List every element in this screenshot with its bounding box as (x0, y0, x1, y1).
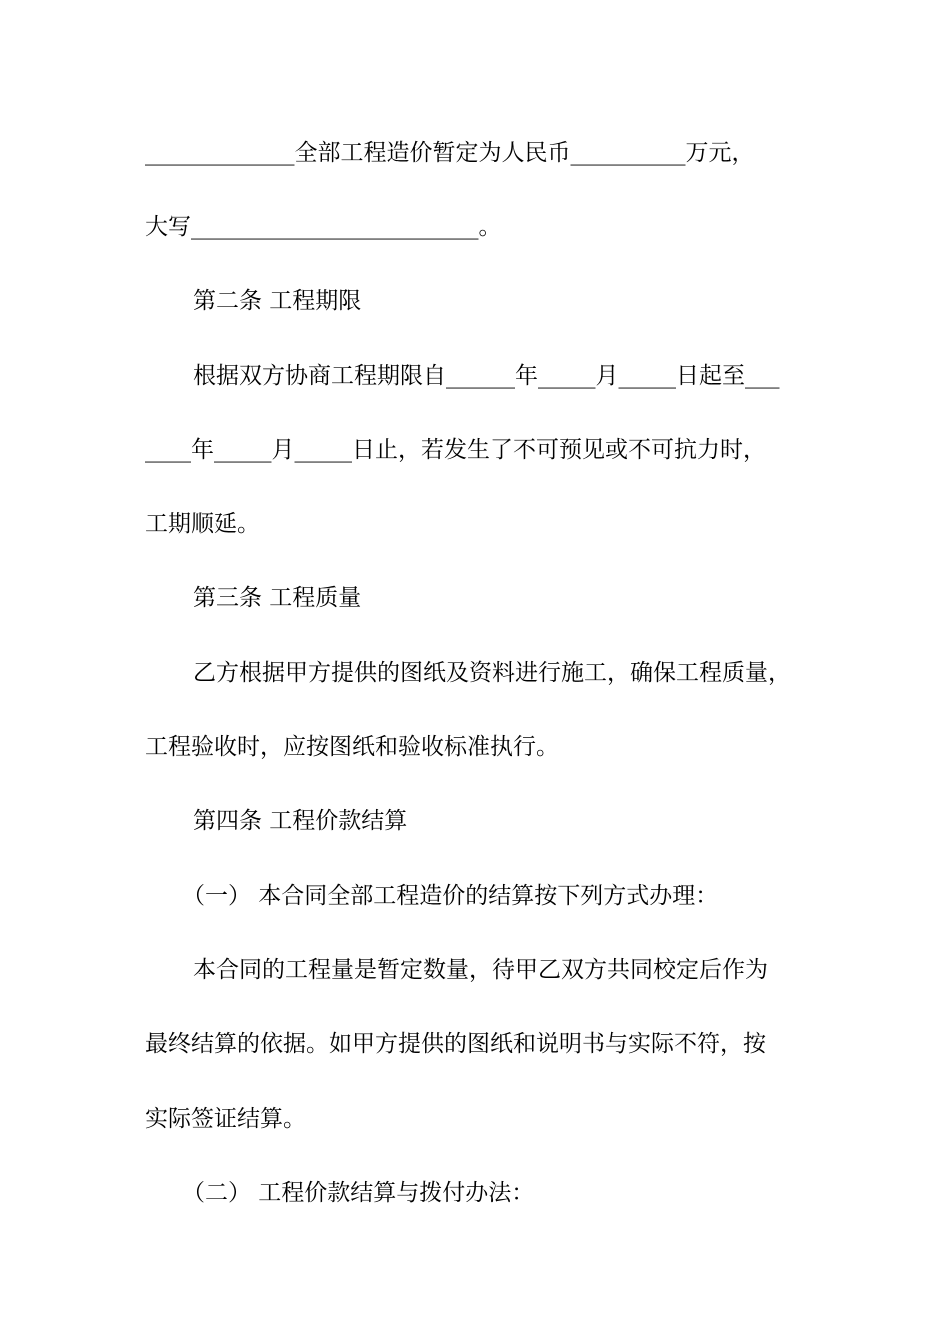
paragraph-line: 工期顺延。 (145, 511, 260, 537)
paragraph-line: _____________全部工程造价暂定为人民币__________万元， (145, 140, 755, 166)
paragraph-line: 根据双方协商工程期限自______年_____月_____日起至___ (193, 363, 780, 389)
subsection-heading: （二） 工程价款结算与拨付办法： (182, 1180, 535, 1206)
paragraph-line: ____年_____月_____日止，若发生了不可预见或不可抗力时， (145, 437, 766, 463)
section-heading: 第四条 工程价款结算 (193, 808, 408, 834)
section-heading: 第三条 工程质量 (193, 585, 362, 611)
paragraph-line: 最终结算的依据。如甲方提供的图纸和说明书与实际不符，按 (145, 1031, 766, 1057)
section-heading: 第二条 工程期限 (193, 288, 362, 314)
paragraph-line: 实际签证结算。 (145, 1106, 306, 1132)
paragraph-line: 本合同的工程量是暂定数量，待甲乙双方共同校定后作为 (193, 957, 768, 983)
paragraph-line: 乙方根据甲方提供的图纸及资料进行施工，确保工程质量， (193, 660, 791, 686)
paragraph-line: 工程验收时，应按图纸和验收标准执行。 (145, 734, 559, 760)
subsection-heading: （一） 本合同全部工程造价的结算按下列方式办理： (182, 883, 719, 909)
paragraph-line: 大写_________________________。 (145, 214, 502, 240)
